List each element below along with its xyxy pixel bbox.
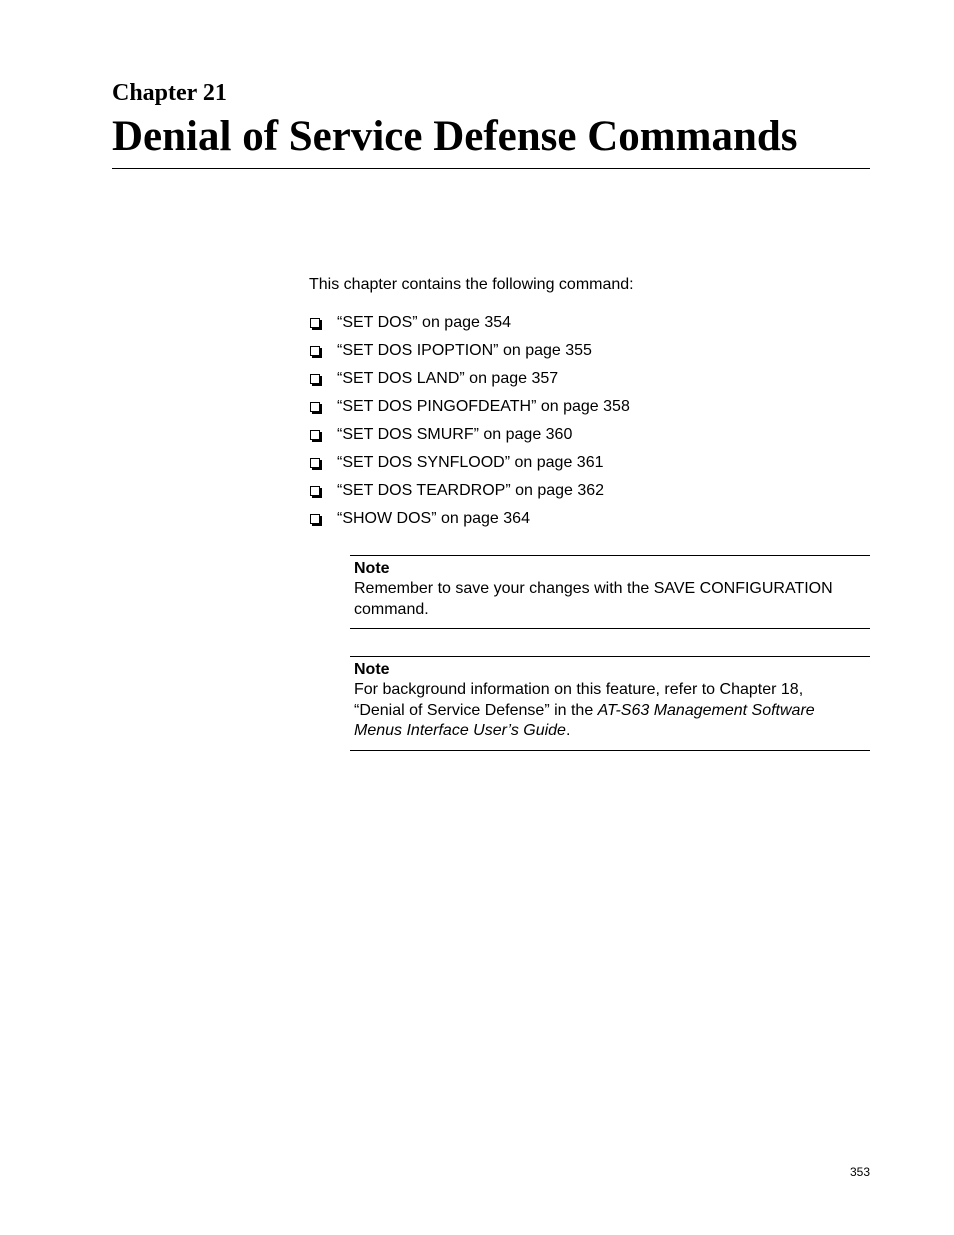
note-heading: Note xyxy=(354,560,390,577)
guide-title-part: Menus Interface User’s Guide xyxy=(354,722,566,739)
note-line: command. xyxy=(354,600,429,618)
note-body xyxy=(354,579,870,620)
note-line: For background information on this feature, refer to Chapter 18, xyxy=(354,681,804,698)
list-item[interactable] xyxy=(309,313,630,341)
note-line: Remember to save your changes with the SAVE CONFIGURATION xyxy=(354,580,833,597)
command-link[interactable]: “SET DOS IPOPTION” on page 355 xyxy=(337,342,592,359)
list-item[interactable] xyxy=(309,397,630,425)
note-save-configuration xyxy=(350,555,870,629)
checkbox-bullet-icon xyxy=(310,514,320,524)
checkbox-bullet-icon xyxy=(310,458,320,468)
checkbox-bullet-icon xyxy=(310,374,320,384)
note-line: . xyxy=(565,722,571,739)
list-item[interactable] xyxy=(309,425,630,453)
checkbox-bullet-icon xyxy=(310,486,320,496)
chapter-label: Chapter 21 xyxy=(112,80,227,106)
checkbox-bullet-icon xyxy=(310,402,320,412)
command-link[interactable]: “SET DOS LAND” on page 357 xyxy=(337,370,559,387)
command-link[interactable]: “SHOW DOS” on page 364 xyxy=(337,510,530,527)
note-background-info xyxy=(350,656,870,751)
title-rule xyxy=(112,168,870,169)
list-item[interactable] xyxy=(309,369,630,397)
command-link[interactable]: “SET DOS PINGOFDEATH” on page 358 xyxy=(337,398,630,415)
checkbox-bullet-icon xyxy=(310,430,320,440)
chapter-title: Denial of Service Defense Commands xyxy=(112,113,798,160)
command-link[interactable]: “SET DOS” on page 354 xyxy=(337,314,512,331)
checkbox-bullet-icon xyxy=(310,346,320,356)
command-link[interactable]: “SET DOS SYNFLOOD” on page 361 xyxy=(337,454,604,471)
page-number: 353 xyxy=(849,1165,870,1179)
checkbox-bullet-icon xyxy=(310,318,320,328)
list-item[interactable] xyxy=(309,341,630,369)
note-line: “Denial of Service Defense” in the xyxy=(354,701,598,719)
guide-title-part: AT-S63 Management Software xyxy=(597,701,815,719)
command-link[interactable]: “SET DOS SMURF” on page 360 xyxy=(337,426,573,443)
list-item[interactable] xyxy=(309,481,630,509)
note-body xyxy=(354,680,870,742)
command-link[interactable]: “SET DOS TEARDROP” on page 362 xyxy=(337,482,605,499)
list-item[interactable] xyxy=(309,453,630,481)
note-heading: Note xyxy=(354,661,390,678)
list-item[interactable] xyxy=(309,509,630,537)
command-list xyxy=(309,313,630,537)
intro-text: This chapter contains the following command: xyxy=(309,276,634,293)
